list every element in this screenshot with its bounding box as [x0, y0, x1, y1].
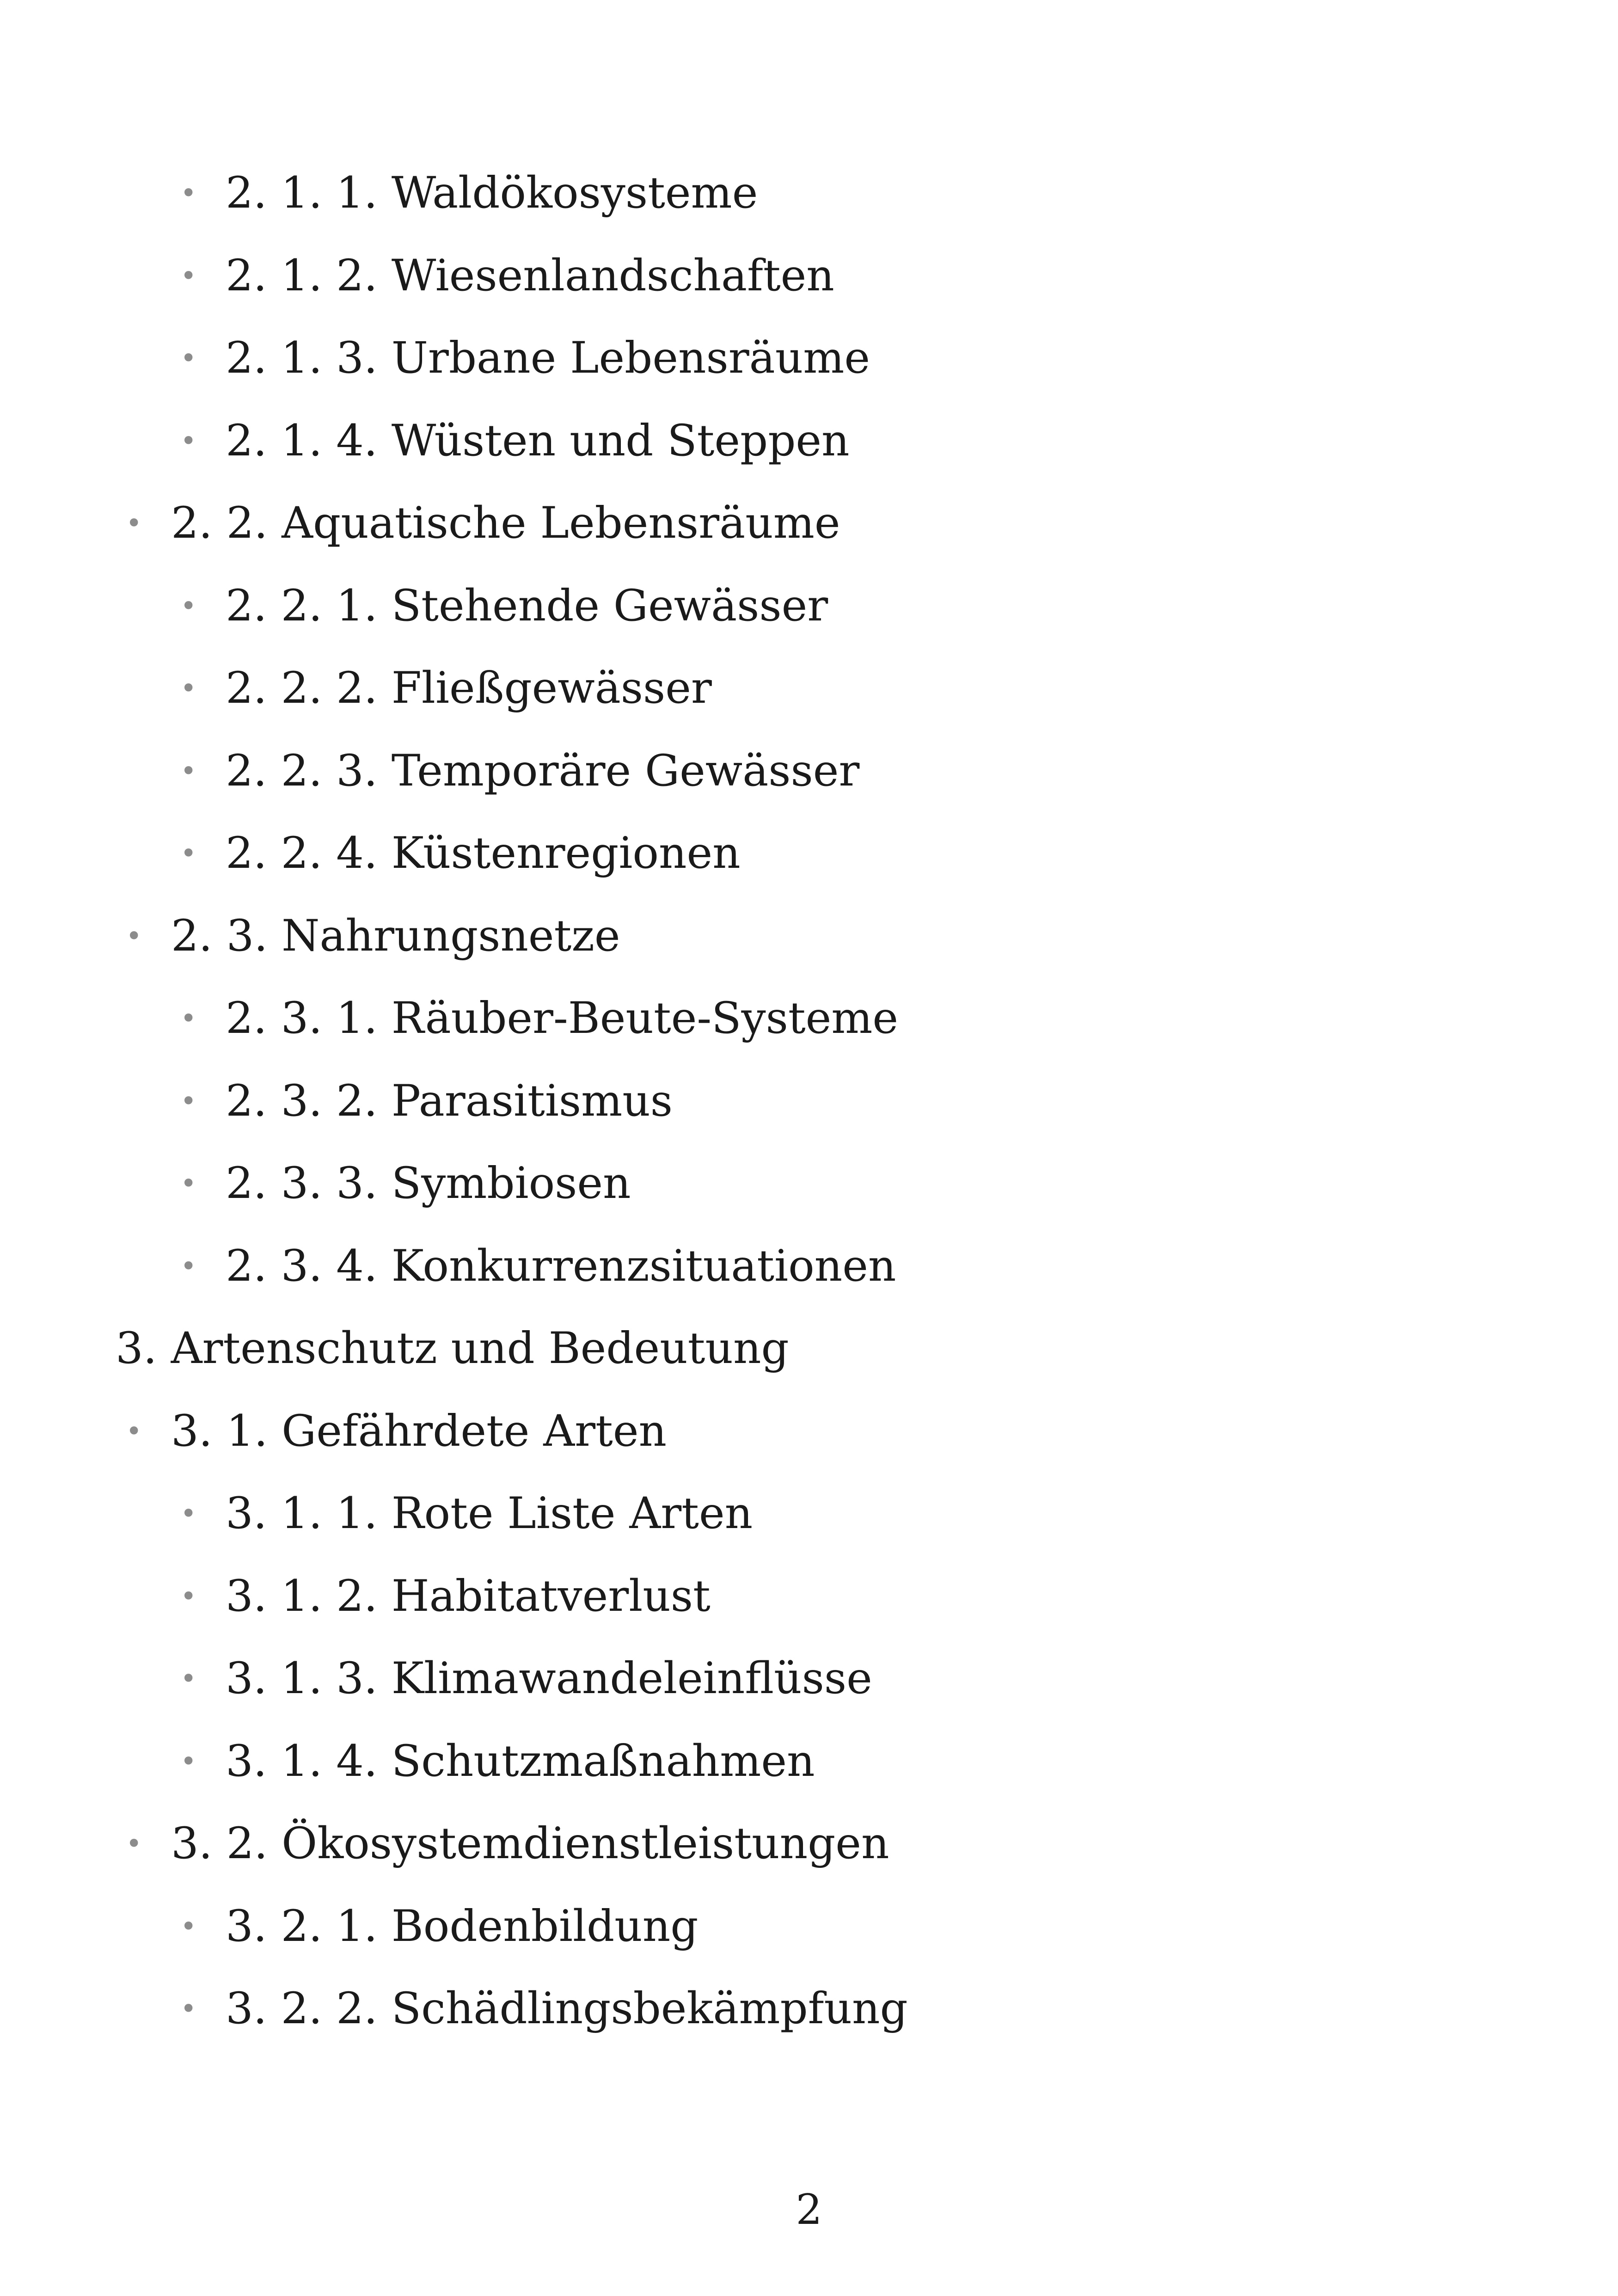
toc-entry-text: 2. 3. 2. Parasitismus	[226, 1075, 673, 1126]
bullet-icon: •	[126, 920, 142, 952]
toc-entry	[180, 404, 850, 478]
bullet-icon: •	[180, 1993, 197, 2025]
toc-entry	[180, 1064, 673, 1138]
toc-entry	[180, 1477, 753, 1551]
bullet-icon: •	[180, 1910, 197, 1943]
toc-entry-text: 3. 2. Ökosystemdienstleistungen	[171, 1818, 889, 1869]
toc-entry-text: 2. 1. 3. Urbane Lebensräume	[226, 333, 870, 383]
bullet-icon: •	[180, 1085, 197, 1117]
toc-entry-text: 3. Artenschutz und Bedeutung	[116, 1323, 789, 1374]
toc-entry	[126, 486, 840, 560]
toc-entry-text: 2. 3. Nahrungsnetze	[171, 910, 620, 961]
toc-entry-text: 2. 3. 4. Konkurrenzsituationen	[226, 1240, 896, 1291]
toc-entry	[126, 1394, 667, 1468]
toc-entry	[180, 1725, 815, 1799]
bullet-icon: •	[180, 589, 197, 622]
bullet-icon: •	[180, 1498, 197, 1530]
toc-entry	[180, 1642, 872, 1716]
bullet-icon: •	[180, 342, 197, 374]
toc-entry	[180, 1972, 908, 2046]
bullet-icon: •	[180, 672, 197, 705]
bullet-icon: •	[180, 1250, 197, 1283]
toc-entry	[180, 982, 899, 1056]
bullet-icon: •	[180, 177, 197, 209]
bullet-icon: •	[180, 424, 197, 457]
toc-entry-text: 2. 1. 2. Wiesenlandschaften	[226, 250, 834, 301]
toc-entry	[180, 156, 758, 230]
toc-entry-text: 2. 2. Aquatische Lebensräume	[171, 498, 840, 548]
toc-entry	[180, 1890, 699, 1964]
toc-entry	[180, 1229, 896, 1303]
bullet-icon: •	[180, 1002, 197, 1035]
toc-entry-text: 2. 1. 4. Wüsten und Steppen	[226, 415, 850, 466]
toc-entry-text: 2. 3. 3. Symbiosen	[226, 1158, 631, 1209]
toc-entry-text: 3. 1. Gefährdete Arten	[171, 1406, 667, 1456]
toc-entry-text: 3. 1. 2. Habitatverlust	[226, 1571, 711, 1621]
bullet-icon: •	[180, 1663, 197, 1695]
toc-entry	[180, 239, 834, 313]
bullet-icon: •	[180, 1580, 197, 1613]
toc-entry	[180, 569, 828, 643]
toc-entry-text: 2. 1. 1. Waldökosysteme	[226, 168, 758, 218]
toc-entry	[180, 651, 712, 725]
bullet-icon: •	[180, 259, 197, 292]
toc-entry-text: 2. 2. 3. Temporäre Gewässer	[226, 745, 860, 796]
toc-entry	[180, 1147, 631, 1221]
toc-entry-text: 2. 2. 1. Stehende Gewässer	[226, 580, 828, 631]
bullet-icon: •	[126, 1828, 142, 1860]
toc-entry-text: 3. 1. 1. Rote Liste Arten	[226, 1488, 753, 1539]
bullet-icon: •	[180, 1167, 197, 1200]
toc-entry	[180, 816, 741, 890]
toc-entry	[126, 1807, 889, 1881]
toc-entry-text: 3. 2. 1. Bodenbildung	[226, 1901, 699, 1952]
toc-entry-text: 3. 2. 2. Schädlingsbekämpfung	[226, 1983, 908, 2034]
toc-entry-text: 2. 2. 4. Küstenregionen	[226, 828, 741, 878]
bullet-icon: •	[180, 1745, 197, 1778]
toc-entry-text: 3. 1. 3. Klimawandeleinflüsse	[226, 1653, 872, 1704]
toc-entry-text: 2. 2. 2. Fließgewässer	[226, 663, 712, 713]
bullet-icon: •	[126, 1415, 142, 1448]
bullet-icon: •	[180, 755, 197, 787]
toc-entry	[180, 321, 870, 395]
bullet-icon: •	[126, 507, 142, 540]
toc-entry	[126, 899, 620, 973]
toc-entry	[180, 734, 860, 808]
page-number: 2	[796, 2185, 822, 2234]
bullet-icon: •	[180, 837, 197, 870]
toc-entry	[116, 1312, 789, 1386]
toc-entry	[180, 1559, 711, 1633]
toc-entry-text: 3. 1. 4. Schutzmaßnahmen	[226, 1736, 815, 1786]
toc-entry-text: 2. 3. 1. Räuber-Beute-Systeme	[226, 993, 899, 1044]
